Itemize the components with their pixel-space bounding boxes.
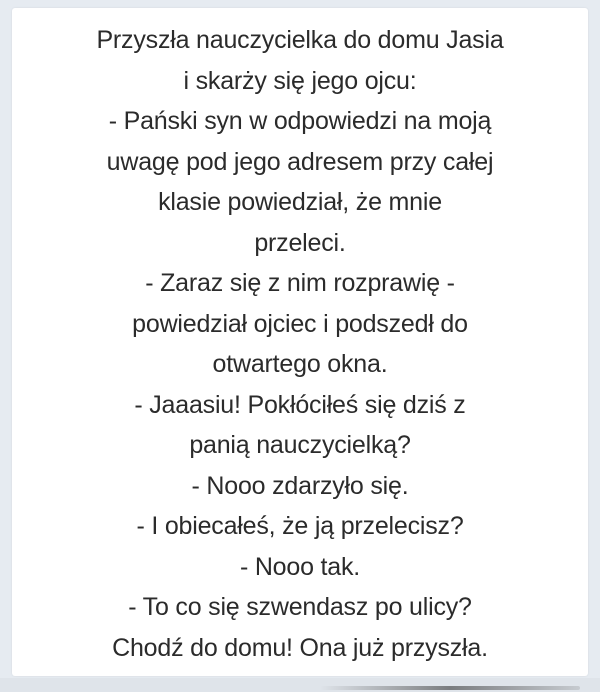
joke-line: - Pański syn w odpowiedzi na moją (108, 107, 492, 135)
joke-line: panią nauczycielką? (189, 431, 411, 459)
joke-line: klasie powiedział, że mnie (158, 188, 442, 216)
joke-line: - I obiecałeś, że ją przelecisz? (136, 512, 464, 540)
joke-line: uwagę pod jego adresem przy całej (106, 147, 494, 176)
joke-line: powiedział ojciec i podszedł do (132, 309, 468, 338)
joke-line: Przyszła nauczycielka do domu Jasia (96, 26, 504, 54)
joke-line: - Nooo tak. (239, 552, 361, 581)
joke-line: - To co się szwendasz po ulicy? (128, 593, 472, 621)
joke-line: otwartego okna. (212, 350, 388, 378)
bottom-shadow-decoration (320, 686, 580, 690)
joke-line: i skarży się jego ojcu: (183, 66, 417, 95)
joke-text (12, 20, 588, 668)
joke-line: - Jaaasiu! Pokłóciłeś się dziś z (134, 390, 466, 419)
joke-line: Chodź do domu! Ona już przyszła. (112, 633, 488, 662)
joke-line: przeleci. (254, 228, 346, 257)
joke-line: - Nooo zdarzyło się. (191, 471, 409, 500)
joke-line: - Zaraz się z nim rozprawię - (145, 269, 455, 297)
bottom-strip (0, 678, 600, 692)
joke-card (12, 8, 588, 676)
